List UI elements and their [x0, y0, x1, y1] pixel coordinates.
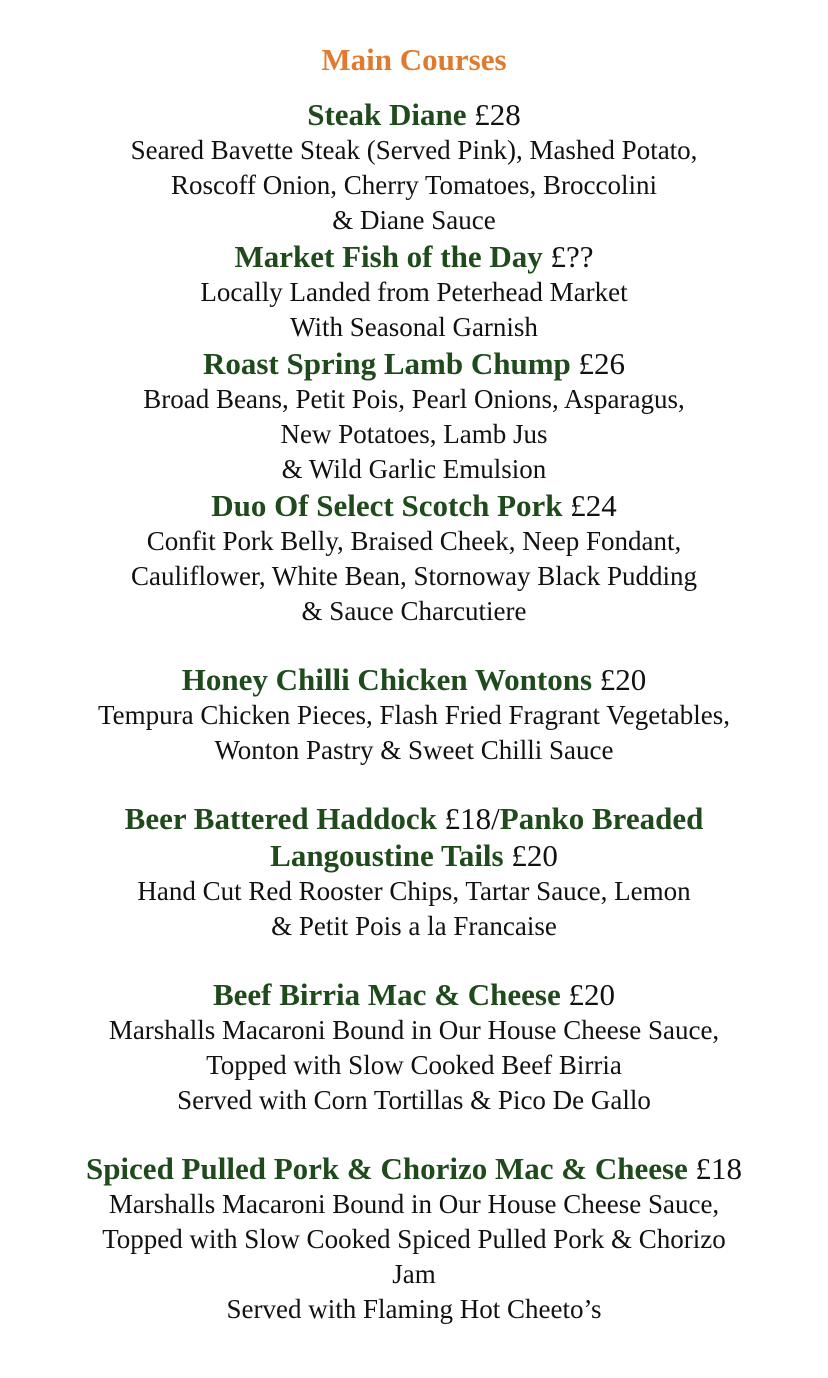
description-line: & Diane Sauce — [332, 205, 496, 235]
dish-name: Beef Birria Mac & Cheese — [212, 977, 561, 1012]
description-line: Marshalls Macaroni Bound in Our House Cheese Sauce, — [108, 1189, 720, 1219]
description-line: Broad Beans, Petit Pois, Pearl Onions, Asparagus, — [143, 384, 685, 414]
dish-name: Duo Of Select Scotch Pork — [211, 488, 563, 523]
dish-price: £26 — [570, 346, 626, 381]
dish-title — [0, 1150, 828, 1187]
dish-steak-diane — [0, 96, 828, 238]
dish-description — [0, 133, 828, 238]
dish-chicken-wontons — [0, 661, 828, 768]
dish-description — [0, 1013, 828, 1118]
description-line: & Wild Garlic Emulsion — [281, 454, 547, 484]
dish-market-fish — [0, 238, 828, 345]
dish-lamb-chump — [0, 345, 828, 487]
dish-price: £18 — [687, 1151, 743, 1186]
dish-haddock-langoustine — [0, 800, 828, 944]
dish-description — [0, 698, 828, 768]
dish-price: £24 — [562, 488, 617, 523]
dish-description — [0, 1187, 828, 1327]
description-line: Served with Flaming Hot Cheeto’s — [226, 1294, 602, 1324]
dish-description — [0, 275, 828, 345]
dish-name: Roast Spring Lamb Chump — [202, 346, 571, 381]
dish-beef-birria-mac — [0, 976, 828, 1118]
description-line: Served with Corn Tortillas & Pico De Gallo — [177, 1085, 651, 1115]
description-line: & Petit Pois a la Francaise — [271, 911, 557, 941]
dish-price: £28 — [466, 97, 521, 132]
description-line: Topped with Slow Cooked Beef Birria — [206, 1050, 622, 1080]
dish-pulled-pork-mac — [0, 1150, 828, 1327]
description-line: Jam — [392, 1259, 436, 1289]
dish-scotch-pork — [0, 487, 828, 629]
dish-price: £20 — [560, 977, 615, 1012]
dish-title — [0, 345, 828, 382]
description-line: Wonton Pastry & Sweet Chilli Sauce — [214, 735, 614, 765]
dish-price: £?? — [542, 239, 594, 274]
description-line: Roscoff Onion, Cherry Tomatoes, Broccolini — [170, 170, 658, 200]
dish-description — [0, 874, 828, 944]
dish-name: Honey Chilli Chicken Wontons — [181, 662, 593, 697]
dish-price-secondary: £20 — [503, 838, 558, 873]
dish-name-secondary: Panko Breaded — [499, 801, 704, 836]
description-line: Confit Pork Belly, Braised Cheek, Neep Fondant, — [146, 526, 682, 556]
description-line: Marshalls Macaroni Bound in Our House Cheese Sauce, — [108, 1015, 720, 1045]
dish-price: £20 — [592, 662, 647, 697]
dish-title — [0, 238, 828, 275]
description-line: Hand Cut Red Rooster Chips, Tartar Sauce, Lemon — [137, 876, 691, 906]
dish-description — [0, 524, 828, 629]
description-line: Seared Bavette Steak (Served Pink), Mashed Potato, — [130, 135, 698, 165]
description-line: Cauliflower, White Bean, Stornoway Black Pudding — [130, 561, 698, 591]
dish-title — [0, 96, 828, 133]
dish-title — [0, 800, 828, 874]
dish-name: Beer Battered Haddock — [124, 801, 437, 836]
dish-title — [0, 661, 828, 698]
description-line: With Seasonal Garnish — [290, 312, 538, 342]
dish-title — [0, 487, 828, 524]
dish-title — [0, 976, 828, 1013]
dish-name: Spiced Pulled Pork & Chorizo Mac & Cheese — [85, 1151, 688, 1186]
dish-name: Steak Diane — [307, 97, 467, 132]
dish-price: £18/ — [436, 801, 500, 836]
dish-name: Market Fish of the Day — [234, 239, 543, 274]
description-line: Locally Landed from Peterhead Market — [200, 277, 628, 307]
description-line: & Sauce Charcutiere — [301, 596, 527, 626]
page-title: Main Courses — [321, 42, 507, 77]
description-line: Tempura Chicken Pieces, Flash Fried Fragrant Vegetables, — [98, 700, 730, 730]
description-line: New Potatoes, Lamb Jus — [280, 419, 548, 449]
dish-name-secondary-cont: Langoustine Tails — [270, 838, 504, 873]
description-line: Topped with Slow Cooked Spiced Pulled Pork & Chorizo — [102, 1224, 726, 1254]
dish-description — [0, 382, 828, 487]
